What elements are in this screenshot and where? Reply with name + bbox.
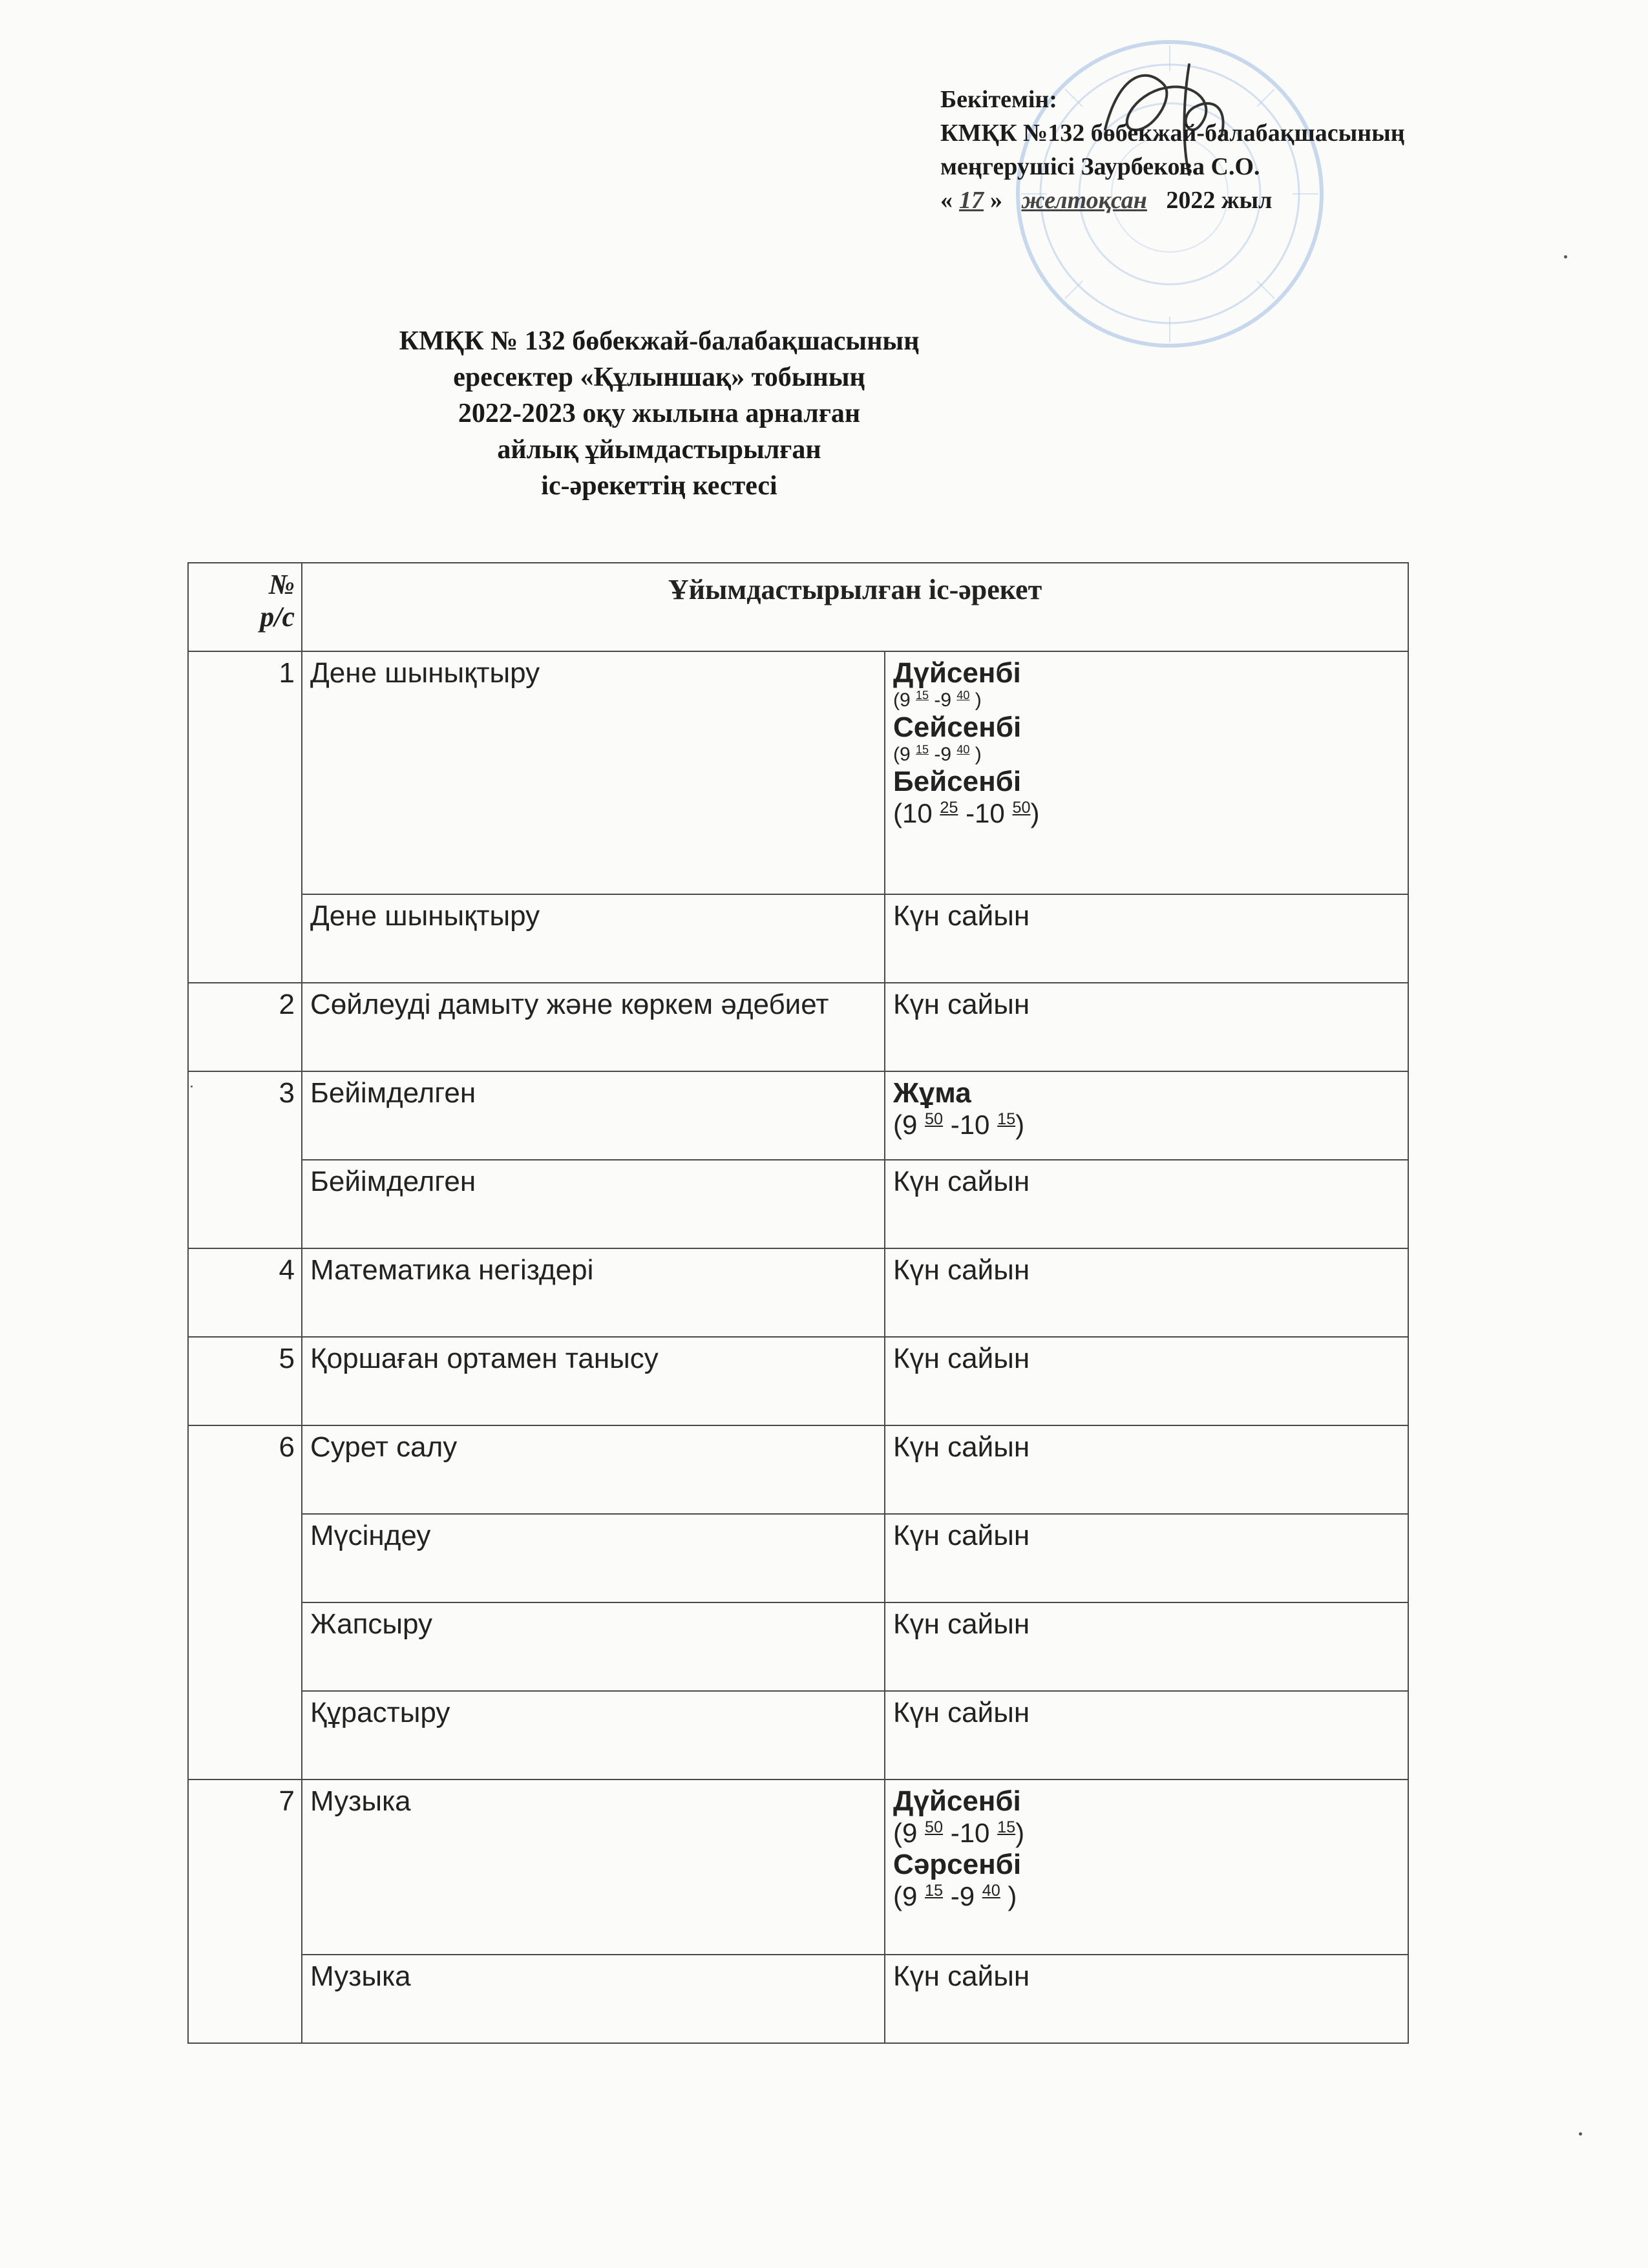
header-title: Ұйымдастырылған іс-әрекет bbox=[302, 563, 1408, 651]
table-row bbox=[188, 1425, 1408, 1514]
time-range: (9 $^{50}$ -10 $^{15}$) bbox=[893, 1109, 1025, 1140]
row-number: 7 bbox=[188, 1780, 302, 2043]
row-number: 4 bbox=[188, 1248, 302, 1337]
schedule-cell: Күн сайын bbox=[885, 1160, 1408, 1248]
approval-line: Бекітемін: bbox=[940, 86, 1057, 113]
weekday: Сәрсенбі bbox=[893, 1849, 1022, 1880]
schedule-cell: Күн сайын bbox=[885, 983, 1408, 1071]
scan-speck bbox=[191, 1086, 193, 1087]
table-row bbox=[188, 1602, 1408, 1691]
table-row bbox=[188, 651, 1408, 894]
activity-name: Құрастыру bbox=[302, 1691, 885, 1780]
table-row bbox=[188, 1691, 1408, 1780]
time-range: (10 $^{25}$ -10 $^{50}$) bbox=[893, 798, 1040, 828]
schedule-cell: Күн сайын bbox=[885, 1337, 1408, 1425]
activity-name: Мүсіндеу bbox=[302, 1514, 885, 1602]
activity-name: Бейімделген bbox=[302, 1071, 885, 1160]
header-num-abbr: р/с bbox=[260, 601, 295, 633]
date-month: желтоқсан bbox=[1021, 187, 1147, 214]
document-title bbox=[194, 323, 1125, 504]
time-range: (9 $^{15}$ -9 $^{40}$ ) bbox=[893, 743, 982, 765]
schedule-cell: Күн сайын bbox=[885, 1514, 1408, 1602]
scan-speck bbox=[1564, 255, 1567, 258]
schedule-cell: Күн сайын bbox=[885, 894, 1408, 983]
weekday: Дүйсенбі bbox=[893, 657, 1021, 689]
schedule-cell: Күн сайын bbox=[885, 1425, 1408, 1514]
approval-line: КМҚК №132 бөбекжай-балабақшасының bbox=[940, 120, 1405, 147]
activity-name: Музыка bbox=[302, 1955, 885, 2043]
weekday: Дүйсенбі bbox=[893, 1785, 1021, 1817]
activity-name: Математика негіздері bbox=[302, 1248, 885, 1337]
time-range: (9 $^{15}$ -9 $^{40}$ ) bbox=[893, 689, 982, 711]
title-line: 2022-2023 оқу жылына арналған bbox=[458, 399, 861, 428]
activity-name: Дене шынықтыру bbox=[302, 894, 885, 983]
schedule-cell: Күн сайын bbox=[885, 1955, 1408, 2043]
activity-name: Жапсыру bbox=[302, 1602, 885, 1691]
approval-date bbox=[940, 184, 1619, 217]
date-day: 17 bbox=[959, 187, 984, 214]
schedule-cell bbox=[885, 1780, 1408, 1955]
schedule-table bbox=[187, 562, 1409, 2044]
time-range: (9 $^{15}$ -9 $^{40}$ ) bbox=[893, 1881, 1017, 1911]
activity-name: Дене шынықтыру bbox=[302, 651, 885, 894]
header-num-symbol: № bbox=[268, 569, 295, 600]
schedule-cell: Күн сайын bbox=[885, 1691, 1408, 1780]
row-number: 6 bbox=[188, 1425, 302, 1780]
activity-name: Сурет салу bbox=[302, 1425, 885, 1514]
time-range: (9 $^{50}$ -10 $^{15}$) bbox=[893, 1818, 1025, 1848]
approval-block bbox=[940, 83, 1619, 217]
approval-line: меңгерушісі Заурбекова С.О. bbox=[940, 153, 1260, 180]
schedule-cell bbox=[885, 1071, 1408, 1160]
table-row bbox=[188, 1248, 1408, 1337]
activity-name: Қоршаған ортамен танысу bbox=[302, 1337, 885, 1425]
table-row bbox=[188, 1337, 1408, 1425]
table-header-row bbox=[188, 563, 1408, 651]
schedule-cell: Күн сайын bbox=[885, 1248, 1408, 1337]
row-number: 3 bbox=[188, 1071, 302, 1248]
date-open-quote: « bbox=[940, 187, 953, 214]
table-row bbox=[188, 1955, 1408, 2043]
header-num bbox=[188, 563, 302, 651]
activity-name: Сөйлеуді дамыту және көркем әдебиет bbox=[302, 983, 885, 1071]
weekday: Бейсенбі bbox=[893, 766, 1022, 797]
date-mid: » bbox=[990, 187, 1009, 214]
schedule-cell: Күн сайын bbox=[885, 1602, 1408, 1691]
title-line: КМҚК № 132 бөбекжай-балабақшасының bbox=[399, 326, 920, 356]
scan-speck bbox=[1579, 2132, 1582, 2136]
schedule-cell bbox=[885, 651, 1408, 894]
table-row bbox=[188, 1514, 1408, 1602]
title-line: іс-әрекеттің кестесі bbox=[541, 471, 777, 501]
row-number: 1 bbox=[188, 651, 302, 983]
activity-name: Музыка bbox=[302, 1780, 885, 1955]
table-row bbox=[188, 1780, 1408, 1955]
title-line: ересектер «Құлыншақ» тобының bbox=[453, 362, 865, 392]
title-line: айлық ұйымдастырылған bbox=[497, 435, 821, 465]
table-row bbox=[188, 983, 1408, 1071]
table-row bbox=[188, 894, 1408, 983]
table-row bbox=[188, 1071, 1408, 1160]
row-number: 5 bbox=[188, 1337, 302, 1425]
date-year: 2022 жыл bbox=[1159, 187, 1273, 214]
weekday: Жұма bbox=[893, 1077, 971, 1109]
weekday: Сейсенбі bbox=[893, 711, 1022, 743]
row-number: 2 bbox=[188, 983, 302, 1071]
activity-name: Бейімделген bbox=[302, 1160, 885, 1248]
table-row bbox=[188, 1160, 1408, 1248]
